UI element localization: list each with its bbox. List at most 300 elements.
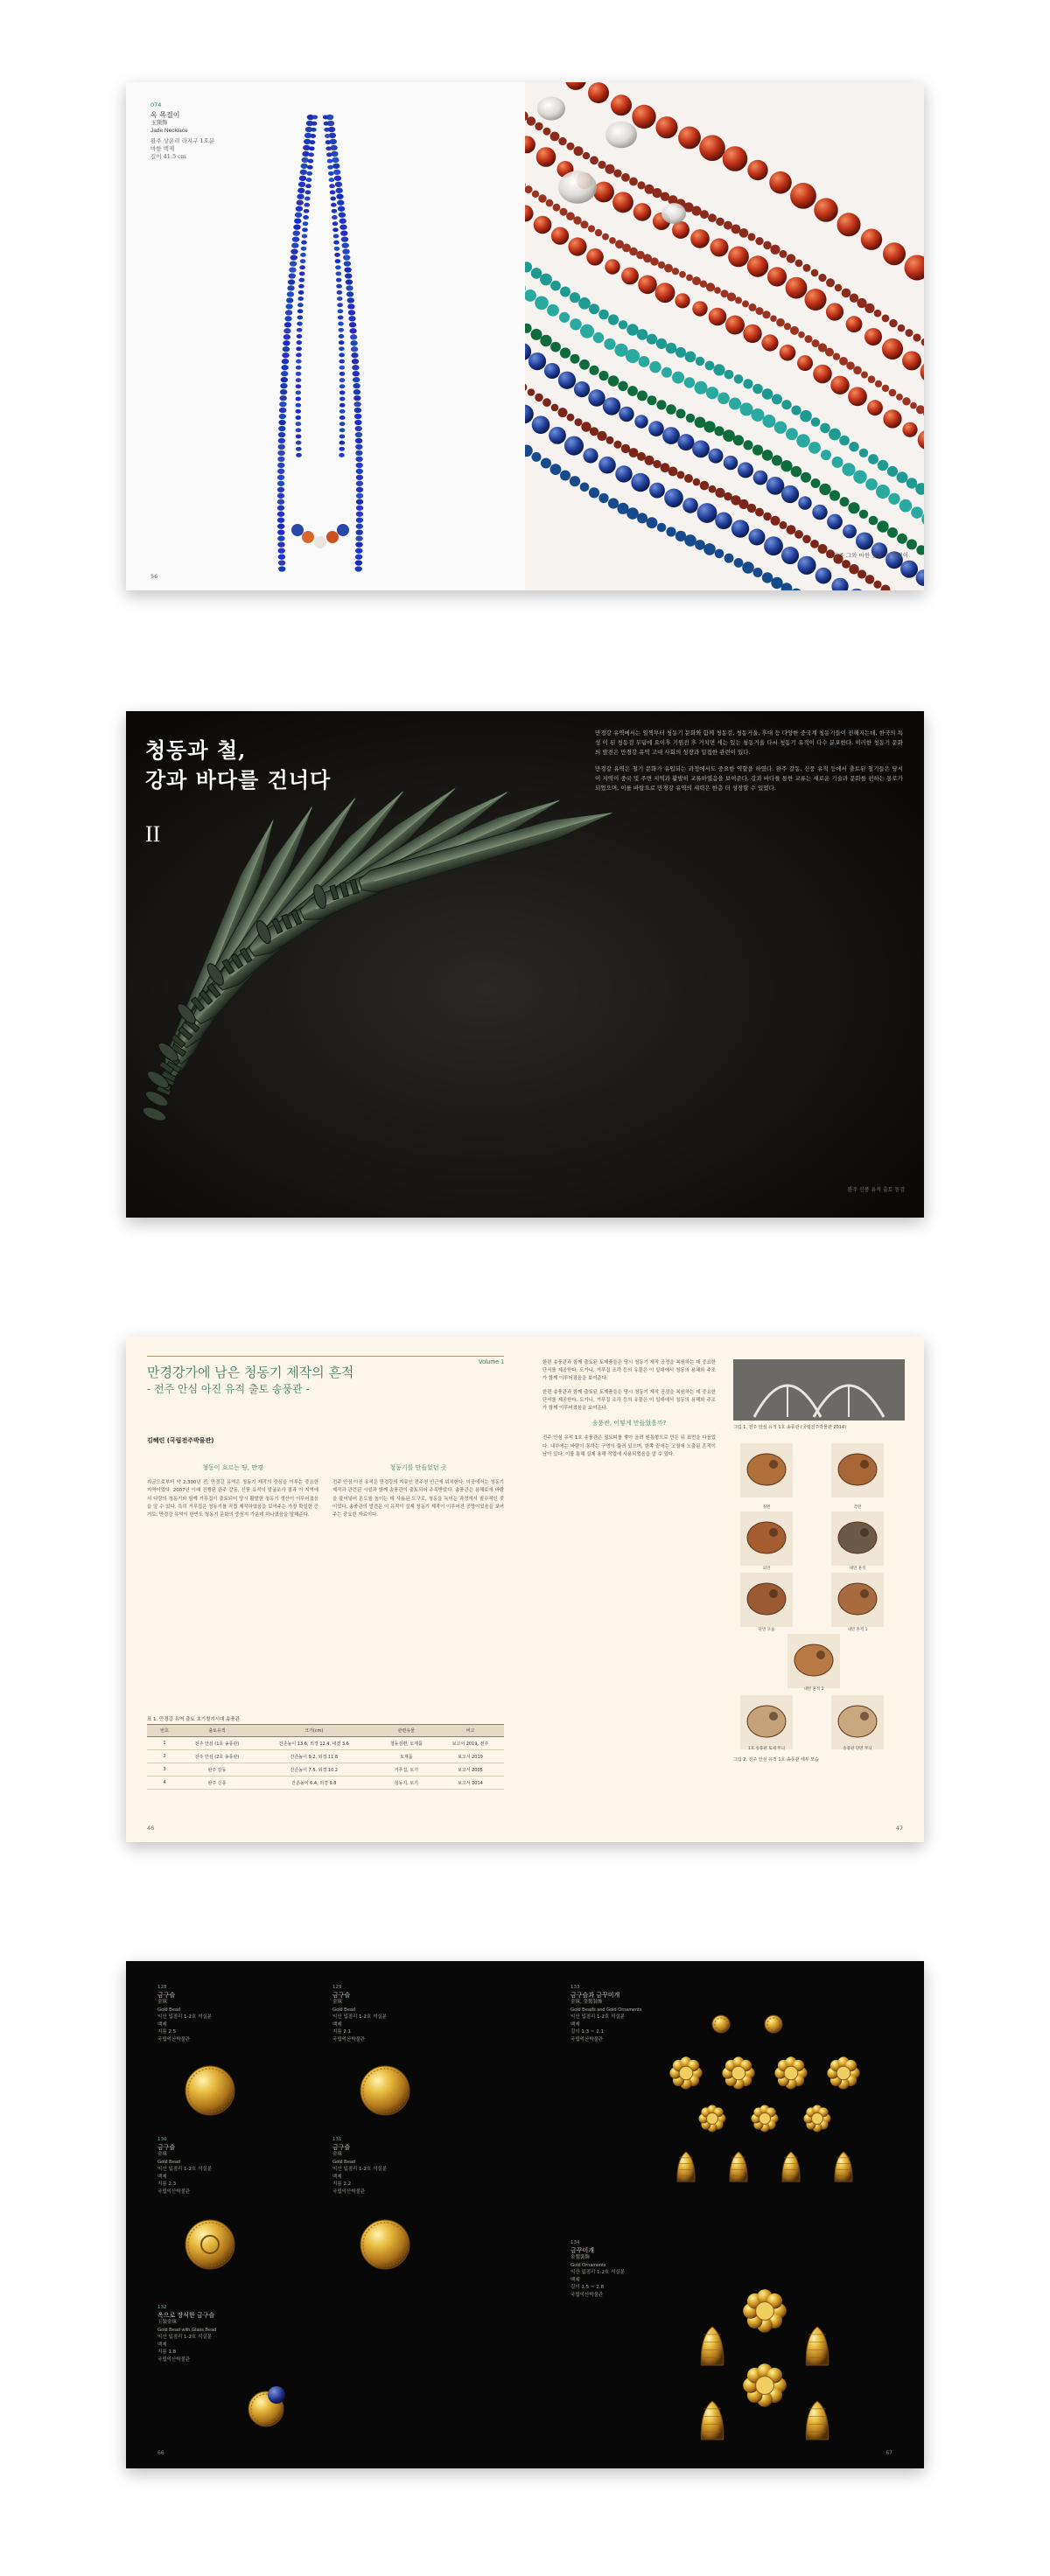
bead	[598, 161, 606, 169]
bead	[714, 426, 724, 436]
bead	[621, 444, 630, 453]
bead	[351, 353, 358, 358]
bead	[790, 183, 816, 209]
bead	[542, 398, 551, 407]
bead	[354, 408, 361, 413]
bead	[842, 463, 855, 476]
bead	[748, 233, 756, 241]
bead	[574, 146, 584, 156]
bead	[818, 544, 828, 554]
bead	[732, 520, 749, 537]
bead	[637, 181, 645, 189]
bead	[340, 415, 346, 420]
column-text: 한편 송풍관과 함께 출토된 토제품들은 당시 청동기 제작 공정을 복원하는 데 중요한 단서를 제공한다. 도가니, 거푸집 조각 등의 유물은 이 일대에서 청동의 용해와 주조가 함께 이루어졌음을 보여준다.	[542, 1389, 716, 1412]
bead	[781, 485, 799, 503]
bead	[355, 566, 362, 571]
bead	[532, 415, 550, 434]
bead	[284, 316, 291, 321]
bead	[332, 221, 339, 226]
bead	[723, 146, 748, 171]
bead	[819, 484, 830, 495]
bead	[598, 310, 609, 320]
bead	[902, 397, 910, 405]
bead	[306, 171, 312, 176]
bead	[299, 176, 306, 181]
gold-bead	[360, 2066, 410, 2115]
bead	[889, 319, 897, 327]
item-title-english: Gold Bead	[332, 2159, 355, 2165]
table-row	[147, 1737, 504, 1750]
bead	[547, 304, 559, 317]
bead	[296, 378, 302, 382]
section-title	[145, 736, 331, 795]
bead	[684, 474, 693, 483]
item-caption	[570, 2239, 625, 2299]
bead	[655, 283, 676, 303]
bead	[286, 297, 293, 303]
item-line: 백제	[570, 2277, 580, 2283]
bead	[567, 143, 575, 150]
bead	[305, 184, 312, 188]
bead	[295, 213, 302, 218]
bead	[882, 339, 903, 360]
bead	[626, 349, 640, 363]
bead	[598, 371, 608, 380]
bead	[543, 128, 551, 136]
bead	[615, 465, 632, 482]
bead	[279, 401, 286, 407]
bead	[598, 457, 616, 474]
page-number: 67	[886, 2450, 892, 2456]
bead	[349, 328, 356, 333]
bead	[296, 397, 302, 401]
bead	[281, 371, 288, 376]
bead	[637, 513, 648, 523]
bead	[553, 204, 561, 212]
bead	[776, 318, 785, 327]
bead	[544, 363, 560, 379]
bead	[861, 229, 882, 250]
bead	[575, 418, 583, 426]
bead	[649, 361, 661, 373]
artifact-photo	[747, 1454, 786, 1485]
spread-necklace	[126, 82, 924, 590]
bead	[700, 281, 707, 288]
bead	[763, 513, 772, 521]
table-row	[147, 1777, 504, 1790]
bead	[535, 394, 543, 402]
bead	[310, 140, 316, 144]
bead	[336, 278, 342, 283]
page-number: 46	[147, 1825, 155, 1832]
bead	[355, 432, 362, 437]
data-table	[147, 1724, 504, 1790]
bead	[331, 203, 337, 207]
bead	[285, 310, 292, 315]
bead	[690, 229, 710, 248]
crystal-bead	[537, 96, 565, 120]
bead	[354, 414, 361, 419]
title-line: 강과 바다를 건너다	[145, 767, 332, 792]
bead	[342, 242, 349, 248]
crystal-bead	[558, 171, 597, 203]
bead	[340, 219, 346, 224]
bead	[339, 328, 345, 332]
bead	[706, 283, 715, 291]
bead	[346, 285, 353, 290]
bead	[682, 498, 698, 513]
bead	[560, 471, 570, 481]
bead	[528, 388, 536, 396]
bead	[323, 115, 329, 120]
bead	[612, 192, 634, 213]
table-cell: 보고서 2019, 전주	[437, 1737, 504, 1750]
bead	[764, 536, 783, 555]
gold-flower-center	[732, 2066, 746, 2080]
bead	[605, 164, 614, 174]
bead	[298, 303, 304, 307]
bead	[849, 564, 858, 574]
volume-label: Volume 1	[478, 1359, 504, 1365]
bead	[632, 105, 655, 129]
bead	[581, 422, 591, 431]
bead	[550, 464, 562, 475]
bead	[312, 122, 318, 126]
bead	[330, 197, 336, 201]
bead	[284, 334, 290, 339]
artifact-caption: 내면 흔적 1	[847, 1628, 868, 1632]
bead	[675, 293, 690, 308]
bead	[692, 301, 707, 316]
bead	[300, 253, 306, 257]
gold-bead	[186, 2220, 234, 2269]
item-line: 국립익산박물관	[158, 2356, 191, 2363]
bead	[355, 426, 362, 431]
bead	[734, 558, 744, 568]
artifact-caption: 외면	[762, 1567, 771, 1571]
bead	[761, 334, 778, 351]
item-title-hanja: 金珠	[332, 2152, 343, 2157]
bead	[558, 137, 566, 145]
bead	[676, 408, 686, 418]
item-title-hanja: 金珠	[158, 2000, 168, 2005]
bead	[340, 441, 346, 445]
bead	[278, 560, 285, 565]
title-line: 청동과 철,	[145, 737, 247, 763]
bead	[287, 291, 294, 297]
bead	[570, 292, 580, 303]
bead	[810, 540, 819, 548]
bead	[535, 122, 542, 130]
bead	[608, 375, 620, 387]
bead	[277, 493, 284, 499]
bead	[300, 170, 307, 175]
intro-paragraph: 만경강 유역에서는 일찍부터 청동기 문화와 함께 청동검, 청동거울, 후대 등 다양한 중국계 청동기들이 전해지는데, 한국의 특성 이 된 청동검 무덤에 요이후 기원전 후 거치면 세는 있는 청동거울 다시 청동기 유적이 다수 분포한다. 이러한 청동기 문화의 발전은 만경강 유역 고대 사회의 성장과 밀접한 관련이 있다.	[595, 730, 903, 756]
bead	[656, 339, 667, 349]
table-cell: 청동기, 토기	[376, 1777, 437, 1790]
bead	[829, 429, 841, 441]
bead	[787, 254, 795, 262]
bead	[684, 534, 696, 547]
item-title: 금구슬	[332, 1991, 351, 1999]
bead	[910, 402, 917, 409]
bead	[672, 221, 690, 239]
bead	[685, 352, 696, 363]
item-line: 백제	[332, 2174, 342, 2180]
bead	[692, 440, 710, 457]
bead	[812, 339, 820, 347]
item-number: 133	[570, 1985, 580, 1990]
bead	[531, 268, 542, 279]
bead	[752, 384, 763, 394]
bead	[277, 524, 284, 529]
bead	[700, 481, 710, 491]
photo-credit: 완주 신풍 유적 출토 동검	[847, 1187, 905, 1193]
bead	[883, 242, 906, 265]
item-title-hanja: 玉頸飾	[150, 119, 168, 126]
bead	[298, 309, 304, 313]
bead	[882, 385, 889, 392]
bead	[279, 408, 286, 413]
bead	[329, 178, 335, 182]
item-line: 국립익산박물관	[570, 2036, 604, 2042]
bead	[835, 284, 843, 292]
bead	[658, 262, 665, 269]
bead	[300, 259, 306, 263]
table-header-cell: 번호	[147, 1725, 182, 1737]
bead	[339, 360, 345, 364]
text-column	[332, 1464, 504, 1519]
bead	[532, 191, 539, 198]
bead	[340, 403, 346, 408]
bead	[595, 229, 602, 236]
bead	[296, 435, 302, 439]
bead	[298, 290, 304, 295]
bead	[335, 259, 341, 263]
bead	[797, 355, 813, 371]
bead	[798, 496, 811, 509]
bead	[864, 304, 874, 313]
bead	[873, 581, 881, 589]
column-text: 지금으로부터 약 2,300년 전, 만경강 유역은 청동기 제작의 중심을 이루는 중요한 지역이었다. 2007년 이래 진행된 완주 갈동, 신풍 유적의 발굴조사 결과 이 지역에서 다량의 청동기와 함께 거푸집이 출토되어 당시 활발한 청동기 생산이 이루어졌음을 알 수 있다. 특히 거푸집은 청동기를 직접 제작하였음을 보여주는 가장 확실한 증거로, 만경강 유역이 한반도 청동기 문화의 중심지 가운데 하나였음을 말해준다.	[147, 1480, 318, 1518]
bead	[753, 471, 768, 485]
bead	[837, 213, 861, 236]
bead	[340, 409, 346, 414]
bead	[355, 560, 362, 565]
bead	[282, 359, 289, 364]
bead	[297, 322, 303, 326]
bead	[608, 498, 619, 508]
bead	[588, 82, 609, 103]
bead	[306, 178, 312, 182]
bead	[356, 506, 363, 511]
bead	[335, 265, 341, 269]
bead	[356, 469, 363, 474]
bead	[774, 422, 787, 434]
bead	[911, 506, 923, 519]
artifact-caption: 내면 흔적	[849, 1567, 866, 1571]
bead	[832, 457, 844, 468]
bead	[639, 356, 650, 367]
bead	[297, 194, 304, 199]
bead	[593, 332, 604, 343]
bead	[756, 307, 764, 315]
bead	[605, 259, 620, 274]
item-line: 익산 입점리 1-2호 석실분	[570, 2014, 626, 2020]
bead	[297, 340, 303, 345]
bead	[827, 514, 843, 530]
artifact-caption: 송풍관 단면 무늬	[843, 1747, 872, 1751]
bead	[889, 389, 897, 397]
bead	[305, 190, 312, 194]
article-headline	[147, 1365, 504, 1398]
bead	[887, 527, 898, 538]
bead	[637, 390, 648, 401]
bead	[308, 152, 314, 157]
bead	[566, 212, 575, 220]
bead	[326, 140, 332, 144]
bead	[718, 393, 730, 405]
bead	[341, 236, 348, 241]
item-number: 132	[158, 2305, 167, 2310]
bead	[296, 441, 302, 445]
bead	[733, 435, 744, 445]
bead	[296, 366, 302, 370]
bead	[332, 227, 339, 232]
bead	[296, 447, 302, 451]
gold-drop-ornament	[806, 2401, 828, 2440]
table-cell: 전주 안심 (1호 송풍관)	[182, 1737, 252, 1750]
bead	[853, 471, 866, 484]
bead	[356, 524, 363, 529]
bead	[766, 477, 785, 495]
bead	[338, 309, 344, 313]
item-line: 지름 1.8	[158, 2349, 177, 2355]
bead	[353, 377, 360, 382]
bead	[344, 261, 351, 266]
bead	[302, 531, 314, 543]
item-line: 길이 1.3 ~ 2.1	[570, 2029, 604, 2035]
column-heading: 청동기를 만들었던 곳	[389, 1464, 447, 1471]
bead	[713, 364, 724, 375]
bead	[896, 394, 903, 401]
item-caption	[158, 2136, 212, 2196]
bead	[354, 420, 361, 425]
item-line: 국립익산박물관	[158, 2189, 191, 2195]
bead	[296, 384, 302, 388]
table-cell: 완주 신풍	[182, 1777, 252, 1790]
bead	[328, 171, 334, 176]
bead	[887, 466, 898, 477]
bead	[897, 471, 908, 483]
bead	[560, 347, 570, 358]
bead	[589, 487, 599, 498]
bead	[791, 406, 801, 415]
bead	[868, 375, 876, 383]
artifact-photo	[794, 1644, 833, 1676]
bead	[714, 287, 721, 294]
bead	[277, 481, 284, 486]
bead	[296, 409, 302, 414]
bead	[570, 354, 580, 364]
bead	[327, 159, 333, 164]
bead	[710, 238, 729, 256]
bead	[696, 357, 704, 366]
bead	[613, 170, 621, 178]
item-title: 금구슬과 금꾸미개	[570, 1991, 620, 1999]
bead	[590, 427, 598, 436]
bead	[310, 134, 316, 138]
bead	[878, 460, 888, 471]
bead	[798, 332, 805, 339]
bead	[864, 328, 882, 346]
item-number: 128	[158, 1985, 167, 1990]
headline-text: 만경강가에 남은 청동기 제작의 흔적	[147, 1365, 354, 1380]
bead	[535, 297, 549, 311]
bead	[277, 487, 284, 492]
item-line: 마한 백제	[150, 145, 175, 152]
bead	[296, 360, 302, 364]
table-cell: 보고서 2005	[437, 1763, 504, 1777]
bead	[666, 527, 676, 536]
bead	[842, 289, 851, 298]
bead	[339, 334, 345, 339]
bead	[902, 351, 921, 370]
bead	[805, 335, 813, 343]
bead	[743, 440, 752, 450]
bead	[574, 381, 590, 397]
bead	[296, 422, 302, 426]
item-title: 금구슬	[158, 2143, 176, 2151]
bead	[734, 374, 744, 384]
bead	[755, 237, 763, 245]
bead	[356, 463, 363, 468]
bead	[337, 303, 343, 307]
bead	[314, 536, 326, 548]
bead	[906, 478, 917, 488]
bead	[278, 554, 285, 559]
bead	[883, 409, 901, 428]
bead	[621, 268, 639, 285]
column-heading: 송풍관, 어떻게 만들었을까?	[592, 1420, 667, 1428]
bead	[340, 428, 346, 432]
bead	[826, 278, 835, 287]
bead	[340, 372, 346, 376]
bead	[900, 561, 918, 578]
bead	[590, 156, 598, 164]
bead	[743, 379, 752, 388]
bead	[307, 165, 313, 170]
item-line: 길이 1.5 ~ 2.8	[570, 2285, 604, 2290]
bead	[292, 236, 299, 241]
bead	[350, 334, 357, 339]
gold-flower-center	[812, 2113, 823, 2125]
table-row	[147, 1750, 504, 1763]
bead	[325, 134, 331, 138]
bead	[355, 548, 362, 553]
bead	[573, 216, 581, 224]
bead	[645, 456, 654, 465]
table-cell: 잔존높이 9.2, 외경 11.8	[252, 1750, 376, 1763]
bead	[339, 346, 345, 351]
bead	[705, 361, 715, 371]
bead	[678, 127, 701, 150]
bead	[354, 401, 360, 407]
bead	[583, 152, 591, 160]
bead	[356, 529, 363, 534]
bead	[606, 436, 614, 444]
bead	[781, 400, 791, 409]
